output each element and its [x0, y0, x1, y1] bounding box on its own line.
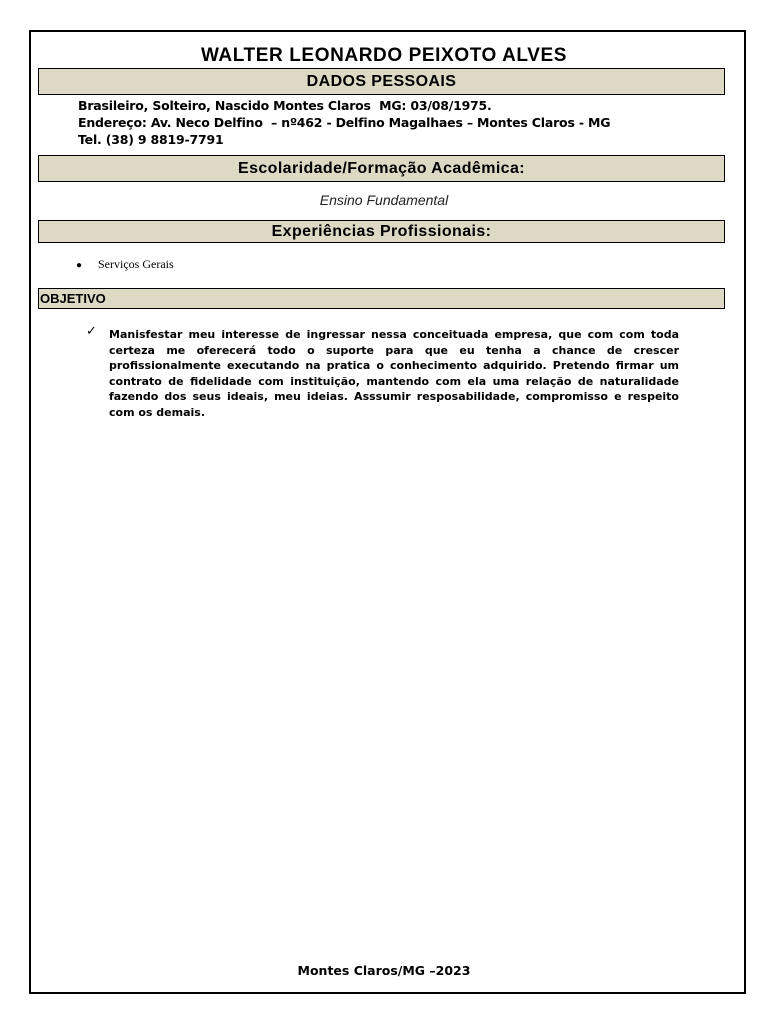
candidate-name: WALTER LEONARDO PEIXOTO ALVES [200, 45, 568, 66]
personal-data [78, 97, 610, 148]
section-personal-title: DADOS PESSOAIS [306, 73, 457, 90]
section-experience-header [38, 220, 725, 243]
personal-line-3: Tel. (38) 9 8819-7791 [78, 132, 224, 147]
objective-text: Manisfestar meu interesse de ingressar nessa conceituada empresa, que com com toda certeza me oferecerá todo o suporte para que eu tenha a chance de crescer profissionalmente executando na pratica o conhecimento adquirido. Pretendo firmar um contrato de fidelidade com instituição, mantendo com ela uma relação de naturalidade fazendo dos seus ideais, meu ideias. Asssumir resposabilidade, compromisso e respeito com os demais. [109, 328, 679, 419]
section-education-title: Escolaridade/Formação Acadêmica: [238, 160, 525, 177]
experience-item [76, 257, 174, 272]
bullet-icon: ● [76, 260, 83, 271]
experience-item-label: Serviços Gerais [98, 257, 174, 271]
education-value: Ensino Fundamental [319, 192, 449, 208]
personal-line-1: Brasileiro, Solteiro, Nascido Montes Claros MG: 03/08/1975. [78, 98, 492, 113]
experience-list [76, 257, 174, 272]
section-education-header [38, 155, 725, 182]
checkmark-icon: ✓ [86, 324, 97, 339]
section-personal-header [38, 68, 725, 95]
section-experience-title: Experiências Profissionais: [271, 223, 492, 240]
section-objective-header [38, 288, 725, 309]
footer-location-year: Montes Claros/MG –2023 [297, 963, 471, 978]
personal-line-2: Endereço: Av. Neco Delfino – nº462 - Delfino Magalhaes – Montes Claros - MG [78, 115, 611, 130]
section-objective-title: OBJETIVO [40, 291, 106, 306]
